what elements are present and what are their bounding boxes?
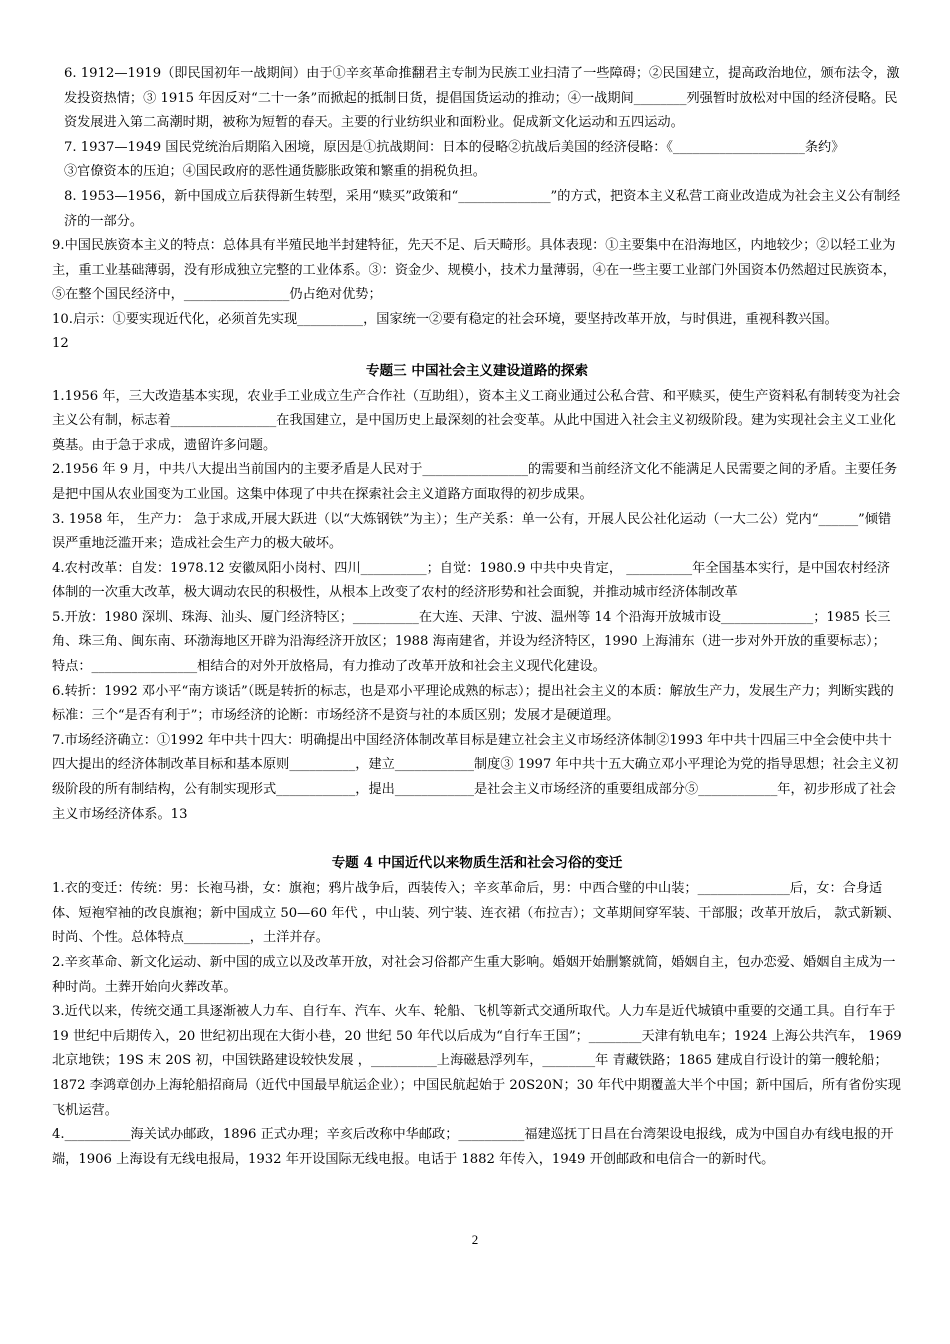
list-item: 4.__________海关试办邮政，1896 正式办理；辛亥后改称中华邮政；__________福建巡抚丁日昌在台湾架设电报线，成为中国自办有线电报的开端，1906 上海设有无线电报局，1932 年开设国际无线电报。电话于 1882 年传入，1949 开创邮政和电信合一的新时代。 bbox=[52, 1127, 894, 1167]
list-item: 2.1956 年 9 月，中共八大提出当前国内的主要矛盾是人民对于________________的需要和当前经济文化不能满足人民需要之间的矛盾。主要任务是把中国从农业国变为工业国。这集中体现了中共在探索社会主义道路方面取得的初步成果。 bbox=[52, 462, 898, 502]
list-item: 7.市场经济确立：①1992 年中共十四大：明确提出中国经济体制改革目标是建立社会主义市场经济体制②1993 年中共十四届三中全会使中共十四大提出的经济体制改革目标和基本原则__________，建立____________制度③ 1997 年中共十五大确立邓小平理论为党的指导思想；社会主义初级阶段的所有制结构，公有制实现形式____________，提出____________是社会主义市场经济的重要组成部分⑤____________年，初步形成了社会主义市场经济体系。13 bbox=[52, 732, 899, 822]
list-item: 5.开放：1980 深圳、珠海、汕头、厦门经济特区；__________在大连、天津、宁波、温州等 14 个沿海开放城市设______________；1985 长三角、珠三角、闽东南、环渤海地区开辟为沿海经济开放区；1988 海南建省，并设为经济特区，1990 上海浦东（进一步对外开放的重要标志）； 特点：________________相结合的对外开放格局，有力推动了改革开放和社会主义现代化建设。 bbox=[52, 609, 891, 675]
inline-page-number: 12 bbox=[52, 335, 69, 351]
section-title: 专题三 中国社会主义建设道路的探索 bbox=[365, 362, 589, 379]
list-item: 2.辛亥革命、新文化运动、新中国的成立以及改革开放，对社会习俗都产生重大影响。婚姻开始删繁就简，婚姻自主，包办恋爱、婚姻自主成为一种时尚。土葬开始向火葬改革。 bbox=[52, 955, 896, 995]
list-item: 4.农村改革：自发：1978.12 安徽凤阳小岗村、四川__________；自觉：1980.9 中共中央肯定， __________年全国基本实行，是中国农村经济体制的一次重大改革，极大调动农民的积极性，从根本上改变了农村的经济形势和社会面貌，并推动城市经济体制改革 bbox=[52, 560, 890, 601]
page-number: 2 bbox=[471, 1232, 479, 1247]
paragraph: 8. 1953—1956，新中国成立后获得新生转型，采用“赎买”政策和“______________”的方式，把资本主义私营工商业改造成为社会主义公有制经济的一部分。 bbox=[64, 188, 901, 229]
paragraph: 7. 1937—1949 国民党统治后期陷入困境，原因是①抗战期间：日本的侵略②抗战后美国的经济侵略：《____________________条约》 bbox=[64, 139, 845, 155]
list-item: 6.转折：1992 邓小平“南方谈话”（既是转折的标志，也是邓小平理论成熟的标志）；提出社会主义的本质：解放生产力，发展生产力；判断实践的标准：三个“是否有利于”；市场经济的论断：市场经济不是资与社的本质区别；发展才是硬道理。 bbox=[52, 683, 894, 724]
section-title: 专题 4 中国近代以来物质生活和社会习俗的变迁 bbox=[331, 855, 623, 872]
paragraph: 6. 1912—1919（即民国初年一战期间）由于①辛亥革命推翻君主专制为民族工业扫清了一些障碍；②民国建立，提高政治地位，颁布法令，激发投资热情；③ 1915 年因反对“二十一条”而掀起的抵制日货，提倡国货运动的推动；④一战期间________列强暂时放松对中国的经济侵略。民资发展进入第二高潮时期，被称为短暂的春天。主要的行业纺织业和面粉业。促成新文化运动和五四运动。 bbox=[64, 66, 900, 131]
document-body bbox=[52, 62, 902, 1172]
list-item: 3.近代以来，传统交通工具逐渐被人力车、自行车、汽车、火车、轮船、飞机等新式交通所取代。人力车是近代城镇中重要的交通工具。自行车于 19 世纪中后期传入，20 世纪初出现在大街小巷，20 世纪 50 年代以后成为“自行车王国”；________天津有轨电车；1924 上海公共汽车， 1969 北京地铁；19S 末 20S 初，中国铁路建设较快发展 ，__________上海磁悬浮列车，________年 青藏铁路；1865 建成自行设计的第一艘轮船；1872 李鸿章创办上海轮船招商局（近代中国最早航运企业）；中国民航起始于 20S20N；30 年代中期覆盖大半个中国；新中国后，所有省份实现飞机运营。 bbox=[52, 1004, 902, 1118]
paragraph: 10.启示：①要实现近代化，必须首先实现__________，国家统一②要有稳定的社会环境，要坚持改革开放，与时俱进，重视科教兴国。 bbox=[52, 311, 838, 327]
section-gap bbox=[52, 827, 902, 847]
paragraph: 9.中国民族资本主义的特点：总体具有半殖民地半封建特征，先天不足、后天畸形。具体表现：①主要集中在沿海地区，内地较少；②以轻工业为主，重工业基础薄弱，没有形成独立完整的工业体系。③：资金少、规模小，技术力量薄弱，④在一些主要工业部门外国资本仍然超过民族资本，⑤在整个国民经济中，________________仍占绝对优势； bbox=[52, 238, 896, 303]
paragraph: ③官僚资本的压迫；④国民政府的恶性通货膨胀政策和繁重的捐税负担。 bbox=[64, 164, 486, 180]
list-item: 1.衣的变迁：传统：男：长袍马褂，女：旗袍；鸦片战争后，西装传入；辛亥革命后，男：中西合璧的中山装；______________后，女：合身适体、短袍窄袖的改良旗袍；新中国成立 50—60 年代 ，中山装、列宁装、连衣裙（布拉吉）；文革期间穿军装、干部服；改革开放后， 款式新颖、时尚、个性。总体特点__________，土洋并存。 bbox=[52, 881, 901, 946]
list-item: 1.1956 年，三大改造基本实现，农业手工业成立生产合作社（互助组），资本主义工商业通过公私合营、和平赎买，使生产资料私有制转变为社会主义公有制，标志着________________在我国建立，是中国历史上最深刻的社会变革。从此中国进入社会主义初级阶段。建为实现社会主义工业化奠基。由于急于求成，遗留许多问题。 bbox=[52, 388, 901, 453]
list-item: 3. 1958 年， 生产力： 急于求成,开展大跃进（以“大炼钢铁”为主）；生产关系：单一公有，开展人民公社化运动（一大二公）党内“______”倾错误严重地泛滥开来；造成社会生产力的极大破坏。 bbox=[52, 511, 892, 552]
